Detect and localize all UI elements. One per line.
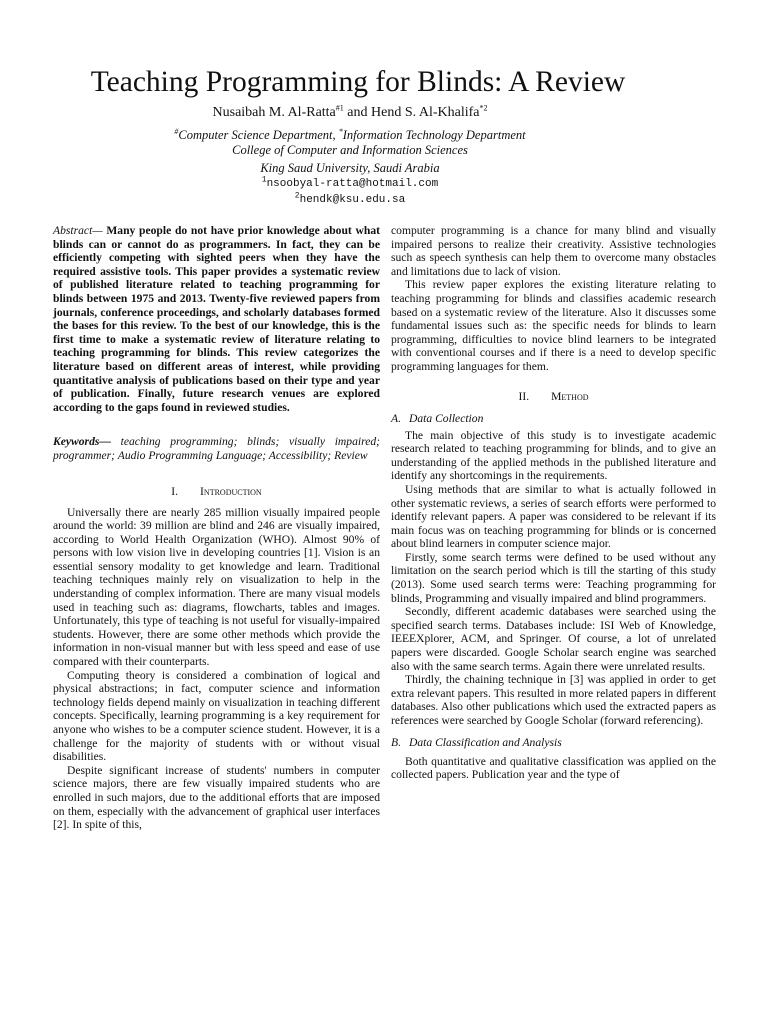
affiliation-university: King Saud University, Saudi Arabia bbox=[260, 161, 440, 175]
method-paragraph-3: Firstly, some search terms were defined to be used without any limitation on the search period which is till the starting of this study (2013). Some used search terms were: Teaching programming for blinds, Programming and visually impaired and blind programmers. bbox=[391, 550, 716, 605]
author-conjunction: and bbox=[343, 105, 371, 120]
author-email-2 bbox=[0, 192, 700, 208]
section-heading-introduction bbox=[53, 485, 380, 499]
keywords-dash: — bbox=[99, 435, 121, 449]
subsection-title-a: Data Collection bbox=[408, 411, 484, 425]
subsection-number-b: B. bbox=[391, 735, 401, 749]
section-title-2-rest: ethod bbox=[561, 389, 589, 403]
subsection-heading-data-collection bbox=[391, 412, 716, 426]
intro-paragraph-2: Computing theory is considered a combination of logical and physical abstractions; in fact, computer science and information technology fields depend mainly on visualization in teaching different concepts. Specifically, learning programming is a key requirement for anyone who wishes to be a computer science student. However, it is a challenge for the majority of students with or without visual disabilities. bbox=[53, 668, 380, 764]
keywords-label: Keywords bbox=[53, 435, 100, 449]
paper-title: Teaching Programming for Blinds: A Review bbox=[90, 66, 626, 98]
method-paragraph-6: Both quantitative and qualitative classification was applied on the collected papers. Publication year and the type of bbox=[391, 754, 716, 782]
method-paragraph-2: Using methods that are similar to what is actually followed in other systematic reviews, a series of search efforts were performed to identify relevant papers. A paper was considered to be relevant if its main focus was on teaching programming for blinds or is concerned about blind learners in computer science major. bbox=[391, 482, 716, 551]
right-column bbox=[391, 224, 716, 782]
affil-mark-1: # bbox=[174, 126, 179, 136]
author-line bbox=[0, 104, 700, 122]
section-title-1-initial: I bbox=[200, 484, 204, 498]
keywords bbox=[53, 435, 380, 462]
subsection-number-a: A. bbox=[391, 411, 401, 425]
author-email-1 bbox=[0, 176, 700, 192]
abstract-text: Many people do not have prior knowledge about what blinds can or cannot do as programmers. In fact, they can be efficiently competing with sighted peers when they have the required assistive tools. This paper provides a systematic review of published literature related to teaching programming for blinds between 1975 and 2013. Twenty-five reviewed papers from journals, conference proceedings, and scholarly databases formed the bases for this review. To the best of our knowledge, this is the first time to make a systematic review of literature relating to teaching programming for blinds. This review categorizes the literature based on different areas of interest, while providing quantitative analysis of publications based on their type and year of publication. Finally, future research venues are explored according to the gaps found in reviewed studies. bbox=[53, 224, 380, 414]
section-title-1-rest: ntroduction bbox=[203, 484, 262, 498]
abstract-dash: — bbox=[92, 224, 107, 237]
affiliation-college: College of Computer and Information Sciences bbox=[232, 143, 468, 157]
subsection-heading-data-classification bbox=[391, 736, 716, 750]
intro-paragraph-4: This review paper explores the existing literature relating to teaching programming for blinds and classifies academic research based on a systematic review of the literature. Also it discusses some fundamental issues such as: the specific needs for blinds to learn programming, difficulties to novice blind learners to be integrated with conventional courses and if there is a need to develop specific programming languages for them. bbox=[391, 278, 716, 373]
email-mark-1: 1 bbox=[261, 175, 267, 185]
method-paragraph-1: The main objective of this study is to investigate academic research related to teaching programming for blinds, and to give an understanding of the applied methods in the published literature and identify any shortcomings in the requirements. bbox=[391, 428, 716, 483]
email-mark-2: 2 bbox=[294, 191, 300, 201]
left-column bbox=[53, 224, 380, 832]
intro-paragraph-3-continued: computer programming is a chance for many blind and visually impaired persons to realize their creativity. Assistive technologies such as speech synthesis can help them to overcome many obstacles and limitations due to lack of vision. bbox=[391, 224, 716, 278]
keywords-text: teaching programming; blinds; visually impaired; programmer; Audio Programming Language; Accessibility; Review bbox=[53, 435, 380, 462]
subsection-title-b: Data Classification and Analysis bbox=[408, 735, 562, 749]
section-number-1: I. bbox=[171, 484, 179, 498]
section-number-2: II. bbox=[518, 389, 530, 403]
intro-paragraph-3: Despite significant increase of students' numbers in computer science majors, there are few visually impaired students who are enrolled in such majors, due to the additional efforts that are imposed on them, especially with the advancement of graphical user interfaces [2]. In spite of this, bbox=[53, 763, 380, 832]
affil-dept-1: Computer Science Department, bbox=[178, 128, 339, 142]
affil-mark-2: * bbox=[338, 126, 343, 136]
section-title-2-initial: M bbox=[551, 389, 562, 403]
author-mark-2: *2 bbox=[479, 103, 488, 113]
intro-paragraph-1: Universally there are nearly 285 million visually impaired people around the world: 39 million are blind and 246 are visually impaired, according to World Health Organization (WHO). Almost 90% of persons with low vision live in developing countries [1]. Vision is an essential sensory modality to get knowledge and learn. Traditional teaching techniques mainly rely on visualization to help in the understanding of complex information. There are many visual models used in teaching such as: diagrams, flowcharts, tables and images. Unfortunately, this type of teaching is not useful for visually-impaired students. However, there are some other methods which provide the information in non-visual manner but with less speed and ease of use compared with their counterparts. bbox=[53, 505, 380, 669]
author-name-2: Hend S. Al-Khalifa bbox=[371, 105, 480, 120]
abstract-label: Abstract bbox=[53, 224, 93, 237]
author-name-1: Nusaibah M. Al-Ratta bbox=[212, 105, 336, 120]
affil-dept-2: Information Technology Department bbox=[342, 128, 526, 142]
affiliation-departments bbox=[0, 127, 700, 143]
method-paragraph-4: Secondly, different academic databases were searched using the specified search terms. Databases include: ISI Web of Knowledge, IEEEXplorer, ACM, and Springer. Of course, a lot of unrelated papers were discarded. Google Scholar search engine was searched also with the same search terms. Again there were unrelated results. bbox=[391, 605, 716, 673]
abstract bbox=[53, 224, 380, 414]
email-address-2: hendk@ksu.edu.sa bbox=[299, 194, 406, 206]
section-heading-method bbox=[391, 390, 716, 404]
email-address-1: nsoobyal-ratta@hotmail.com bbox=[266, 178, 439, 190]
method-paragraph-5: Thirdly, the chaining technique in [3] was applied in order to get extra relevant papers. This resulted in more related papers in different databases. Also other publications which used the extracted papers as references were searched by Google Scholar (forward referencing). bbox=[391, 673, 716, 727]
author-mark-1: #1 bbox=[335, 103, 344, 113]
